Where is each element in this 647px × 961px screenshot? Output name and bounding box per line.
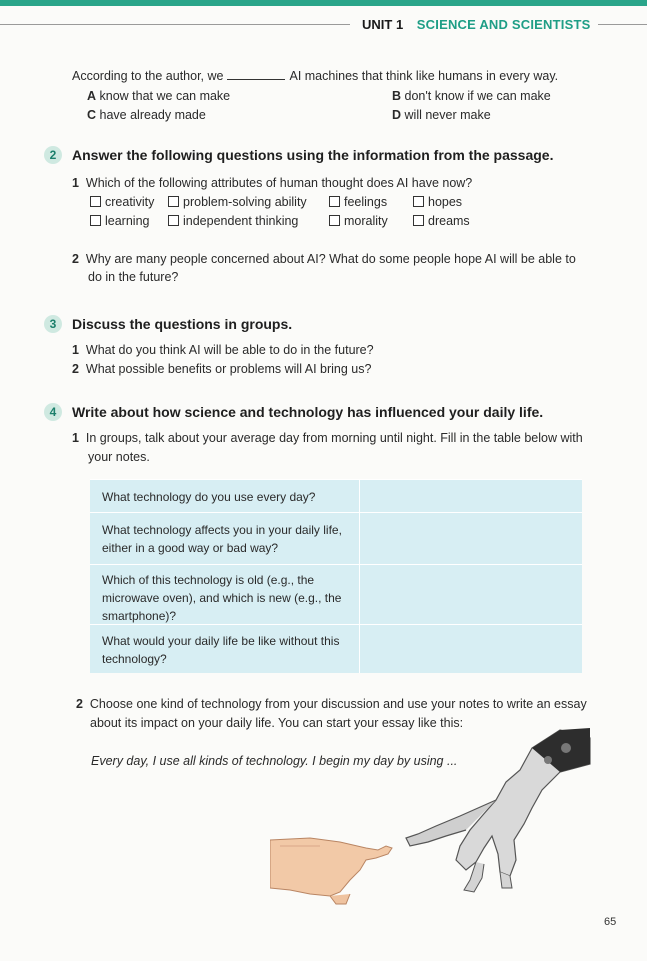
unit-label: UNIT 1 [362,17,404,32]
option-text: don't know if we can make [404,89,551,103]
question-item [72,176,472,190]
question-text: What do you think AI will be able to do in the future? [85,343,374,357]
option-text: will never make [404,108,491,122]
top-color-band [0,0,647,6]
human-robot-hands-illustration [270,720,600,910]
checkbox-option[interactable] [168,214,298,228]
option-a [87,89,230,103]
section-number: 2 [44,146,62,164]
checkbox-label: dreams [428,214,470,228]
checkbox[interactable] [90,215,101,226]
option-text: have already made [99,108,206,122]
checkbox[interactable] [90,196,101,207]
option-letter: D [392,108,402,122]
table-row[interactable] [90,512,582,565]
question-text: Choose one kind of technology from your discussion and use your notes to write an essay [89,697,587,711]
question-number: 2 [72,252,79,266]
checkbox-label: feelings [344,195,388,209]
checkbox[interactable] [168,196,179,207]
question-number: 1 [72,176,79,190]
robot-hand-icon [406,728,590,892]
checkbox-label: hopes [428,195,463,209]
section-title: Write about how science and technology has influenced your daily life. [72,404,544,420]
checkbox-option[interactable] [329,195,387,209]
option-c [87,108,206,122]
question-number: 2 [76,697,83,711]
question-number: 2 [72,362,79,376]
checkbox[interactable] [413,196,424,207]
checkbox-option[interactable] [90,195,154,209]
question-number: 1 [72,343,79,357]
table-row[interactable] [90,564,582,625]
option-letter: B [392,89,402,103]
answer-blank [227,69,285,80]
question-number: 1 [72,431,79,445]
option-text: know that we can make [99,89,231,103]
section-title: Discuss the questions in groups. [72,316,293,332]
checkbox-label: morality [344,214,388,228]
checkbox-label: independent thinking [183,214,299,228]
question-text-cont: about its impact on your daily life. You can start your essay like this: [90,716,464,730]
notes-table [90,479,582,673]
checkbox-label: learning [105,214,150,228]
header-rule [0,24,350,25]
question-text-cont: your notes. [88,450,150,464]
question-item [72,252,576,266]
checkbox-option[interactable] [329,214,388,228]
header-rule [598,24,647,25]
section-title: Answer the following questions using the information from the passage. [72,147,554,163]
checkbox[interactable] [413,215,424,226]
question-text: Which of the following attributes of human thought does AI have now? [85,176,473,190]
table-question-cell: What would your daily life be like without this technology? [102,634,340,666]
option-d [392,108,491,122]
question-text: What possible benefits or problems will AI bring us? [85,362,372,376]
unit-topic: SCIENCE AND SCIENTISTS [416,17,591,32]
checkbox-option[interactable] [90,214,149,228]
checkbox-label: creativity [105,195,155,209]
table-question-cell: What technology do you use every day? [102,490,316,504]
question-text: Why are many people concerned about AI? What do some people hope AI will be able to [85,252,576,266]
table-row[interactable] [90,624,582,674]
checkbox-option[interactable] [168,195,307,209]
section-number: 4 [44,403,62,421]
checkbox-label: problem-solving ability [183,195,307,209]
table-question-cell: What technology affects you in your daily life, either in a good way or bad way? [102,523,342,555]
section-number: 3 [44,315,62,333]
human-hand-icon [270,838,392,904]
option-letter: C [87,108,97,122]
checkbox[interactable] [168,215,179,226]
checkbox-option[interactable] [413,195,462,209]
table-question-cell: Which of this technology is old (e.g., the microwave oven), and which is new (e.g., the smartphone)? [102,573,342,623]
page-number: 65 [604,916,617,928]
question-text: In groups, talk about your average day from morning until night. Fill in the table below with [85,431,583,445]
mcq-stem [72,69,558,83]
table-row [90,479,582,513]
essay-starter: Every day, I use all kinds of technology. I begin my day by using ... [91,754,458,768]
mcq-stem-after: AI machines that think like humans in every way. [289,69,559,83]
question-item [72,362,371,376]
option-b [392,89,551,103]
checkbox-option[interactable] [413,214,470,228]
checkbox[interactable] [329,215,340,226]
question-text-cont: do in the future? [88,270,179,284]
unit-header [362,17,590,32]
question-item [72,343,374,357]
question-item [72,431,583,445]
checkbox[interactable] [329,196,340,207]
option-letter: A [87,89,97,103]
question-item [76,697,587,711]
mcq-stem-before: According to the author, we [72,69,224,83]
